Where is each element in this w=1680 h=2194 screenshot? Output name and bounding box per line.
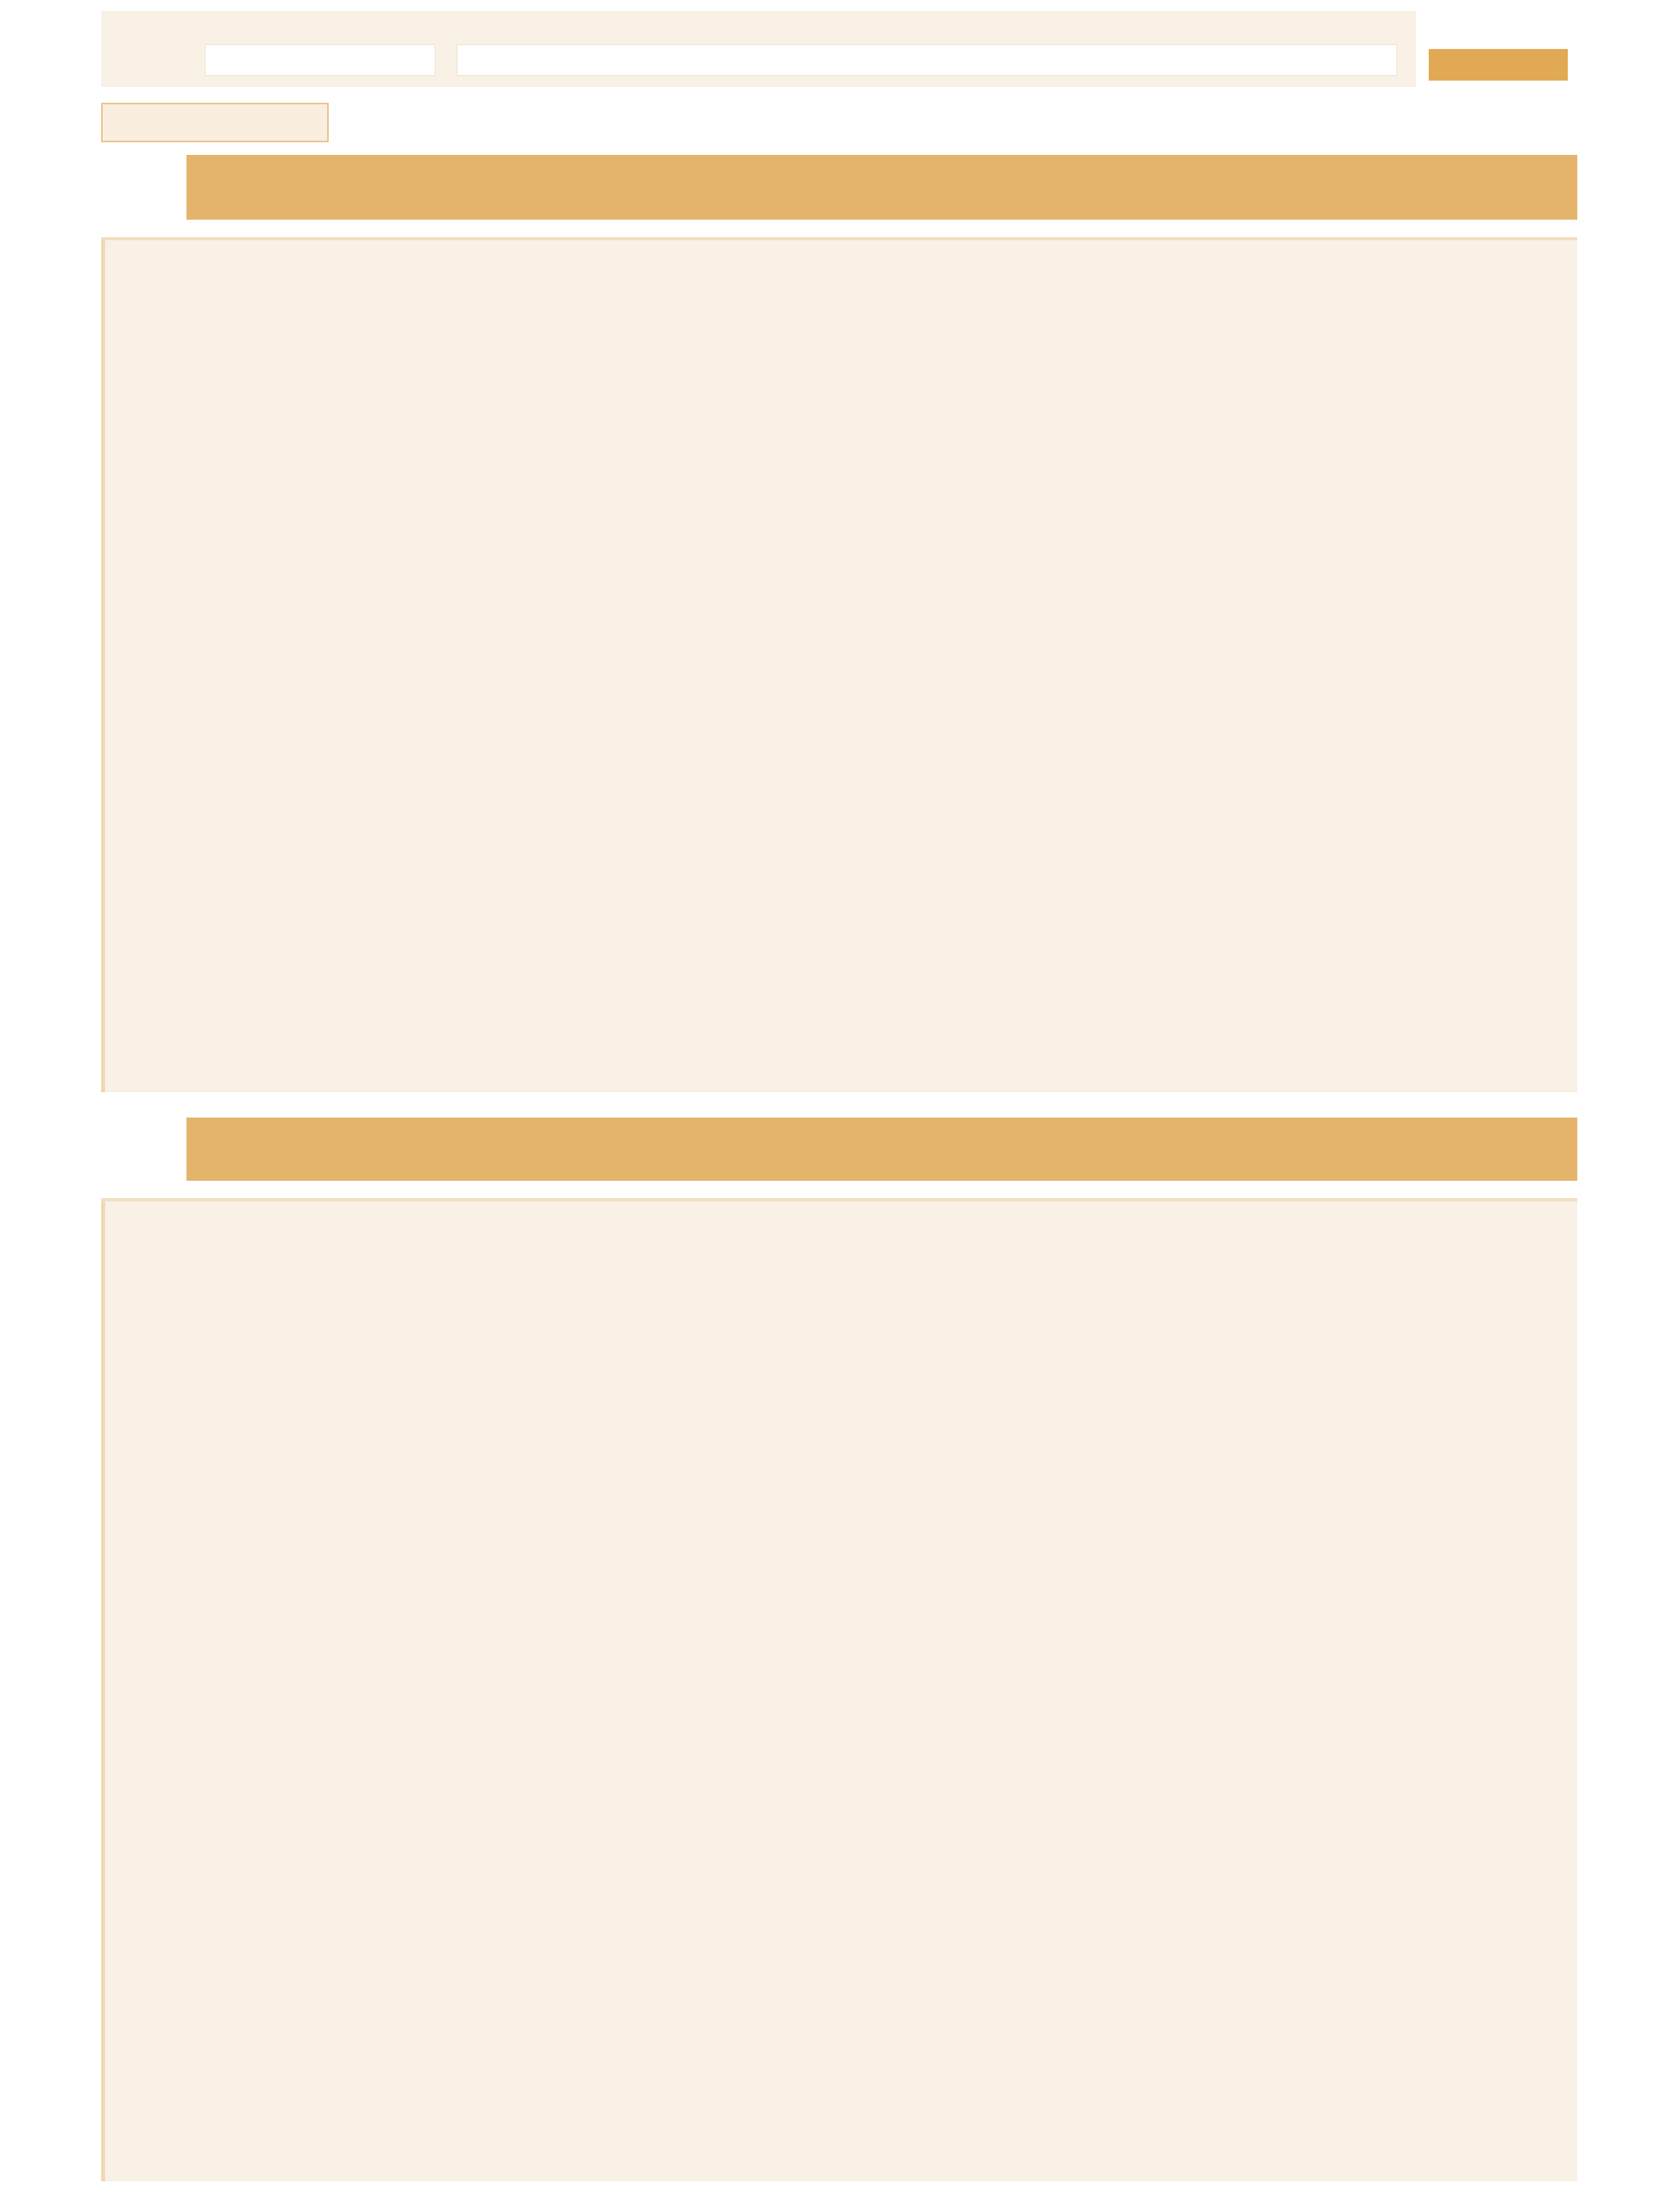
page-badge xyxy=(1429,49,1568,81)
section2-title xyxy=(186,1118,1577,1181)
nif-field[interactable] xyxy=(205,44,435,76)
denominacion-field[interactable] xyxy=(457,44,1397,76)
section1-title xyxy=(186,155,1577,220)
section1-panel xyxy=(101,240,1577,1092)
section2-panel xyxy=(101,1201,1577,2181)
total-grupo-label xyxy=(101,103,329,142)
year-label xyxy=(1429,16,1568,43)
